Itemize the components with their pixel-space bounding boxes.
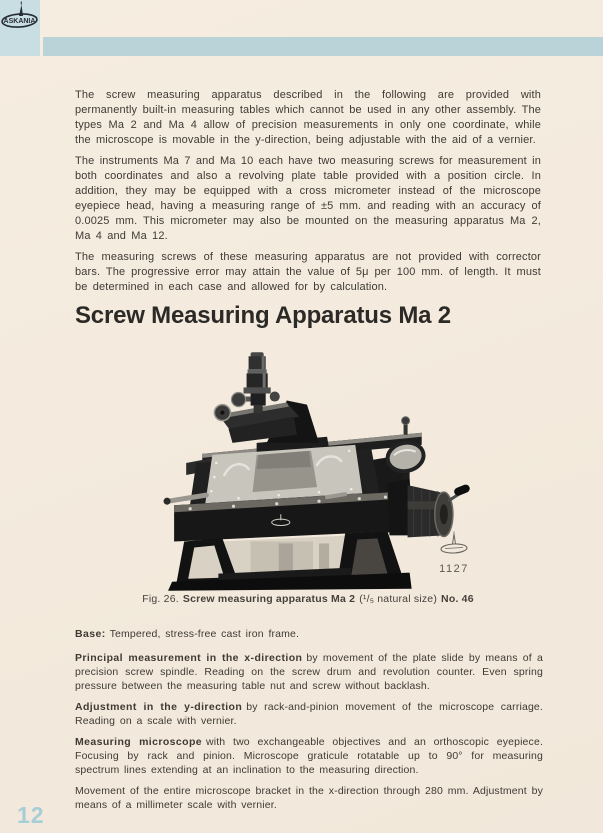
intro-section xyxy=(75,88,541,301)
intro-paragraph-2: The instruments Ma 7 and Ma 10 each have two measuring screws for measurement in both coordinates and also a revolving plate table provided with a position circle. In addition, they may be equipped with a cross micrometer instead of the microscope eyepiece head, having a measuring range of ±5 mm. and reading with an accuracy of 0.0025 mm. This micrometer may also be mounted on the measuring apparatus Ma 2, Ma 4 and Ma 12. xyxy=(75,155,541,242)
spec-x-direction-text: by movement of the plate slide by means of a precision screw spindle. Reading on the screw drum and revolution counter. Even spring pressure between the measuring table nut and screw without backlash. xyxy=(75,652,543,692)
measuring-apparatus-illustration xyxy=(158,350,470,592)
spec-y-direction-term: Adjustment in the y-direction xyxy=(75,701,243,713)
svg-text:ASKANIA: ASKANIA xyxy=(3,18,36,25)
stamp-number: 1127 xyxy=(439,563,469,575)
spec-x-direction-term: Principal measurement in the x-direction xyxy=(75,652,303,664)
spec-movement xyxy=(75,784,543,812)
brand-logo-square xyxy=(0,0,40,56)
intro-paragraph-3: The measuring screws of these measuring apparatus are not provided with corrector bars. The progressive error may attain the value of 5μ per 100 mm. of length. It must be determined in each case and allowed for by calculation. xyxy=(75,251,541,293)
stamp-logo-icon xyxy=(437,531,471,557)
figure-caption xyxy=(75,593,545,605)
top-accent-bar xyxy=(43,37,603,56)
spec-base-text: Tempered, stress-free cast iron frame. xyxy=(109,628,300,640)
specifications-section xyxy=(75,627,543,819)
spec-y-direction-text: by rack-and-pinion movement of the microscope carriage. Reading on a scale with vernier. xyxy=(75,701,543,727)
figure-photo xyxy=(158,350,470,592)
intro-paragraph-1: The screw measuring apparatus described in the following are provided with permanently built-in measuring tables which cannot be used in any other assembly. The types Ma 2 and Ma 4 allow of precision measurements in only one coordinate, while the microscope is movable in the y-direction, being adjustable with the aid of a vernier. xyxy=(75,89,541,146)
askania-logo-icon xyxy=(0,0,40,40)
spec-microscope xyxy=(75,735,543,777)
spec-microscope-term: Measuring microscope xyxy=(75,736,203,748)
caption-number: No. 46 xyxy=(441,593,474,605)
spec-microscope-text: with two exchangeable objectives and an orthoscopic eyepiece. Focusing by rack and pinion. Microscope graticule rotatable up to 90° for measuring spectrum lines extending at an inclination to the measuring direction. xyxy=(75,736,544,776)
spec-y-direction xyxy=(75,700,543,728)
caption-title: Screw measuring apparatus Ma 2 xyxy=(182,593,356,605)
print-stamp xyxy=(430,531,478,581)
page-title: Screw Measuring Apparatus Ma 2 xyxy=(75,302,451,329)
caption-prefix: Fig. 26. xyxy=(142,593,179,605)
page-number: 12 xyxy=(17,802,45,828)
spec-x-direction xyxy=(75,651,543,693)
spec-movement-text: Movement of the entire microscope bracket in the x-direction through 280 mm. Adjustment by means of a millimeter scale with vernier. xyxy=(75,785,543,811)
spec-base-term: Base: xyxy=(75,628,106,640)
spec-base xyxy=(75,627,543,641)
caption-scale: (¹/₅ natural size) xyxy=(359,593,438,605)
